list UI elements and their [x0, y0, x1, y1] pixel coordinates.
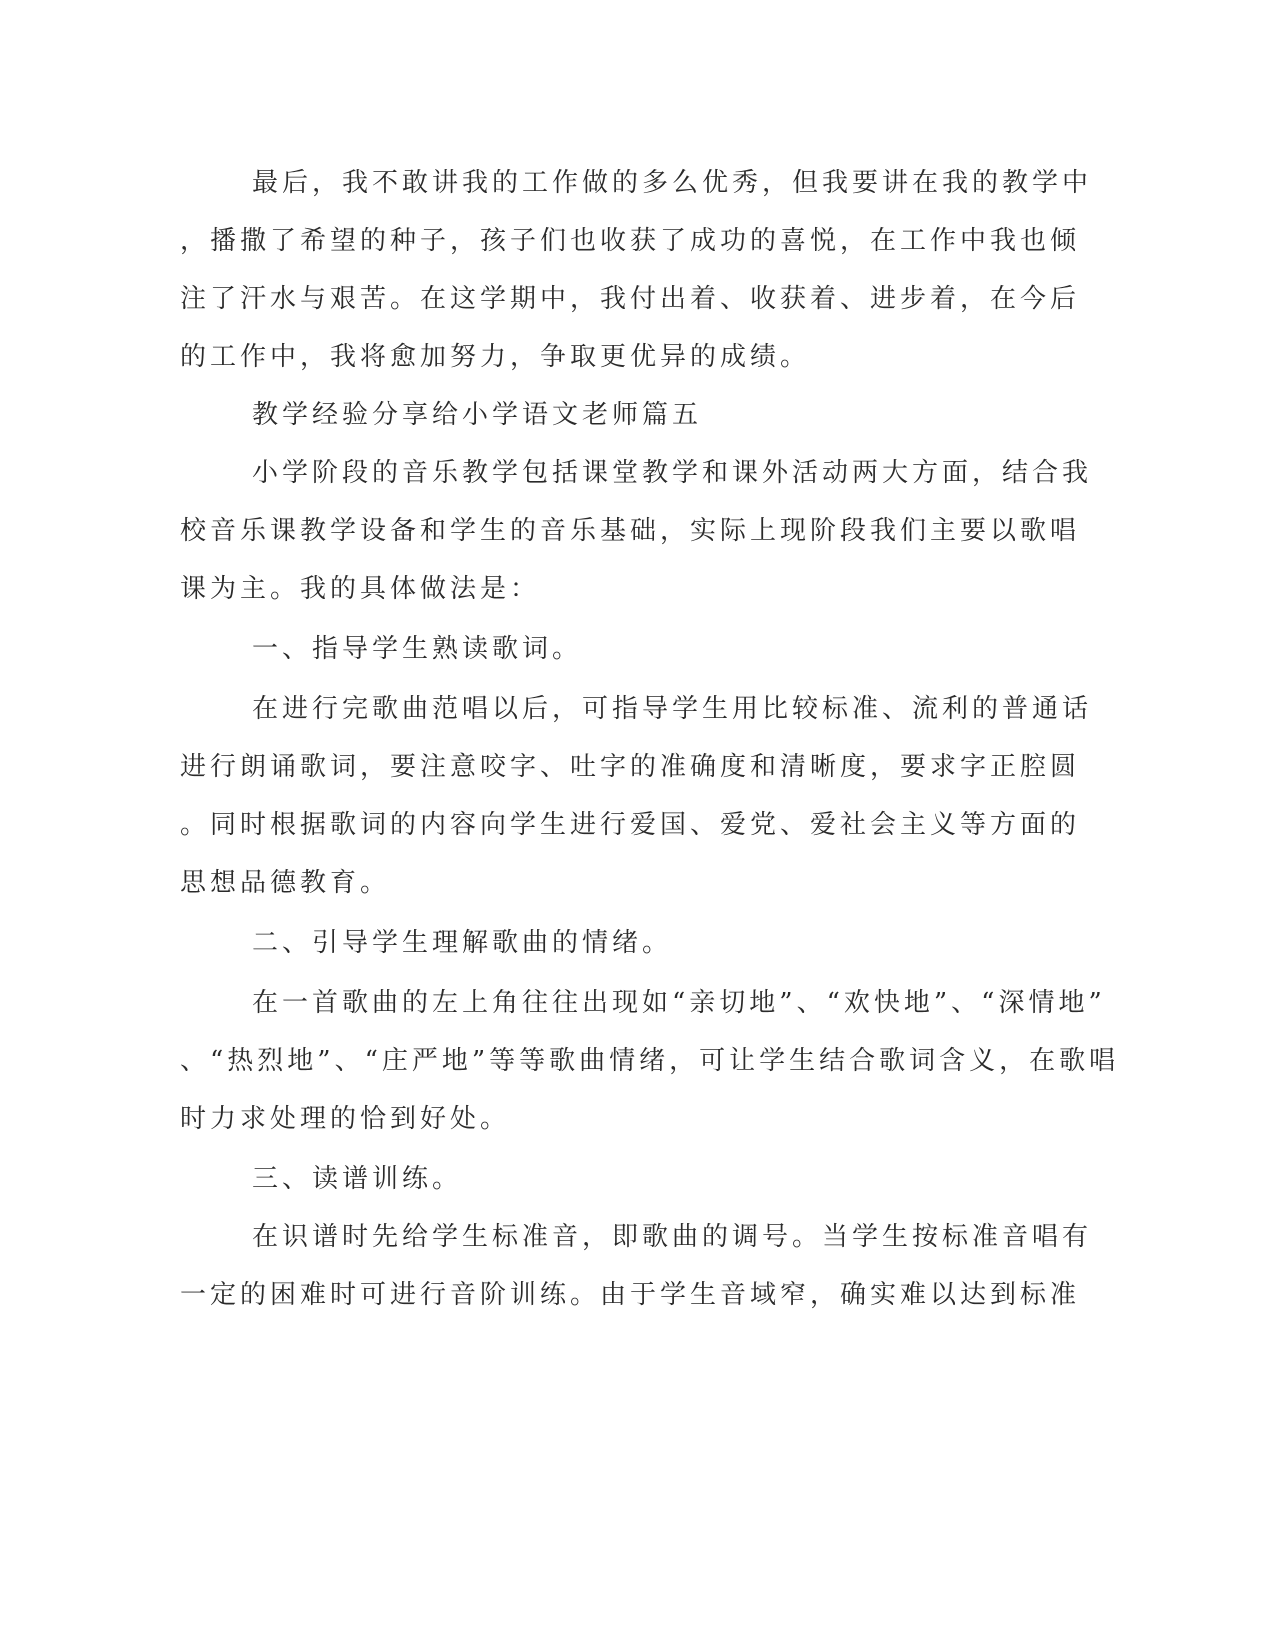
list-heading: 一、指导学生熟读歌词。	[252, 634, 583, 664]
paragraph-line: 最后，我不敢讲我的工作做的多么优秀，但我要讲在我的教学中	[252, 168, 1093, 198]
paragraph-line: 、“热烈地”、“庄严地”等等歌曲情绪，可让学生结合歌词含义，在歌唱	[180, 1046, 1120, 1076]
paragraph-line: 的工作中，我将愈加努力，争取更优异的成绩。	[180, 342, 811, 372]
paragraph-line: 在一首歌曲的左上角往往出现如“亲切地”、“欢快地”、“深情地”	[252, 988, 1106, 1018]
paragraph-line: 注了汗水与艰苦。在这学期中，我付出着、收获着、进步着，在今后	[180, 284, 1081, 314]
paragraph-line: 在进行完歌曲范唱以后，可指导学生用比较标准、流利的普通话	[252, 694, 1093, 724]
paragraph-line: 思想品德教育。	[180, 868, 391, 898]
paragraph-line: 小学阶段的音乐教学包括课堂教学和课外活动两大方面，结合我	[252, 458, 1093, 488]
paragraph-line: 进行朗诵歌词，要注意咬字、吐字的准确度和清晰度，要求字正腔圆	[180, 752, 1081, 782]
paragraph-line: 课为主。我的具体做法是：	[180, 574, 541, 604]
paragraph-line: 校音乐课教学设备和学生的音乐基础，实际上现阶段我们主要以歌唱	[180, 516, 1081, 546]
paragraph-line: 一定的困难时可进行音阶训练。由于学生音域窄，确实难以达到标准	[180, 1280, 1081, 1310]
list-heading: 三、读谱训练。	[252, 1164, 463, 1194]
paragraph-line: 在识谱时先给学生标准音，即歌曲的调号。当学生按标准音唱有	[252, 1222, 1093, 1252]
paragraph-line: ，播撒了希望的种子，孩子们也收获了成功的喜悦，在工作中我也倾	[180, 226, 1081, 256]
section-heading: 教学经验分享给小学语文老师篇五	[252, 400, 703, 430]
paragraph-line: 时力求处理的恰到好处。	[180, 1104, 511, 1134]
paragraph-line: 。同时根据歌词的内容向学生进行爱国、爱党、爱社会主义等方面的	[180, 810, 1081, 840]
list-heading: 二、引导学生理解歌曲的情绪。	[252, 928, 673, 958]
